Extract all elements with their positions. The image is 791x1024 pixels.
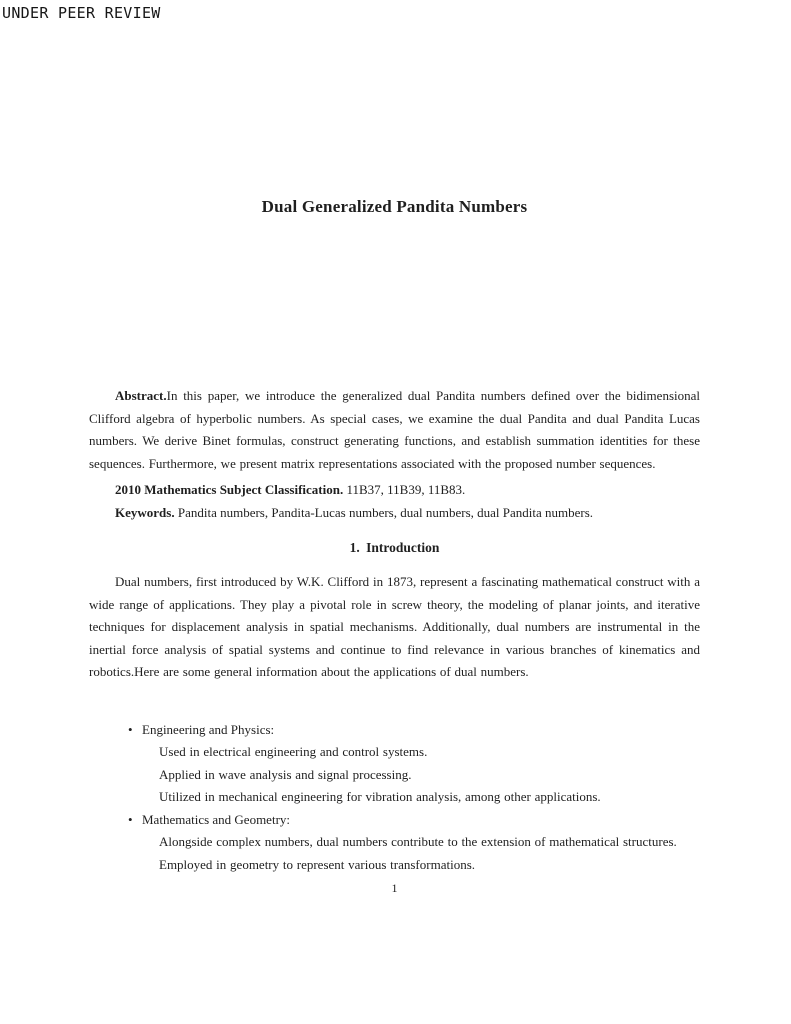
bullet-icon: • — [128, 811, 133, 827]
keywords-value: Pandita numbers, Pandita-Lucas numbers, dual numbers, dual Pandita numbers. — [174, 504, 594, 520]
paper-content — [89, 0, 700, 897]
msc-value: 11B37, 11B39, 11B83. — [343, 482, 466, 497]
applications-list — [89, 719, 700, 877]
abstract-text: In this paper, we introduce the generalized dual Pandita numbers defined over the bidimensional Clifford algebra of hyperbolic numbers. As special cases, we examine the dual Pandita and dual Pandita Lucas numbers. We derive Binet formulas, construct generating functions, and establish summation identities for these sequences. Furthermore, we present matrix representations associated with the proposed number sequences. — [89, 388, 700, 471]
list-item — [89, 809, 700, 877]
bullet-icon: • — [128, 721, 133, 737]
list-item — [89, 719, 700, 809]
list-sub-item: Applied in wave analysis and signal processing. — [159, 766, 412, 782]
keywords-label: Keywords. — [115, 504, 175, 520]
peer-review-watermark: UNDER PEER REVIEW — [2, 4, 161, 22]
list-item-label: Mathematics and Geometry: — [142, 811, 291, 827]
msc-label: 2010 Mathematics Subject Classification. — [115, 482, 344, 497]
list-sub-item: Used in electrical engineering and control systems. — [159, 744, 428, 759]
abstract-label: Abstract. — [115, 388, 167, 403]
paper-title: Dual Generalized Pandita Numbers — [261, 197, 528, 216]
list-sub-item: Utilized in mechanical engineering for vibration analysis, among other applications. — [159, 789, 601, 804]
list-sub-item: Alongside complex numbers, dual numbers contribute to the extension of mathematical structures. — [159, 834, 677, 849]
introduction-paragraph: Dual numbers, first introduced by W.K. Clifford in 1873, represent a fascinating mathematical construct with a wide range of applications. They play a pivotal role in screw theory, the modeling of planar joints, and iterative techniques for displacement analysis in spatial mechanisms. Additionally, dual numbers are instrumental in the inertial force analysis of spatial systems and continue to find relevance in various branches of kinematics and robotics.Here are some general information about the applications of dual numbers. — [89, 574, 700, 679]
msc-line — [89, 479, 700, 502]
list-item-label: Engineering and Physics: — [142, 721, 275, 737]
keywords-line — [89, 502, 700, 525]
page-number: 1 — [391, 881, 398, 895]
list-sub-item: Employed in geometry to represent various transformations. — [159, 856, 476, 872]
abstract-paragraph — [89, 385, 700, 475]
section-heading-introduction: 1. Introduction — [349, 540, 440, 555]
